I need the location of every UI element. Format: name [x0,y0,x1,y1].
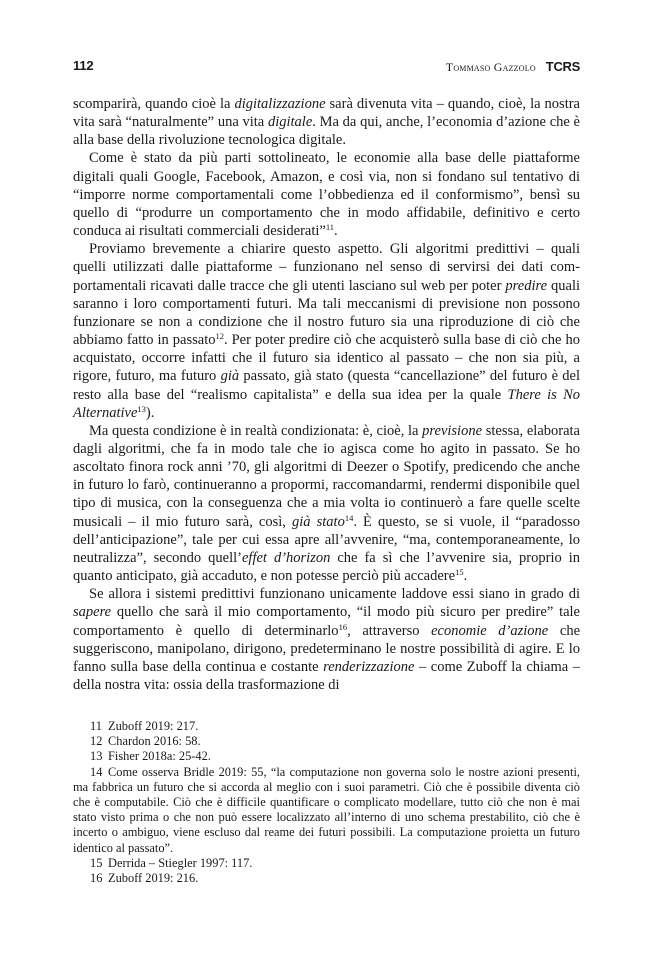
footnote: 11 Zuboff 2019: 217. [90,719,199,733]
footnote: 13 Fisher 2018a: 25-42. [90,749,211,764]
footnote-ref-14[interactable]: 14 [344,512,354,523]
footnote-number: 15 [90,855,103,870]
paragraph-3: Proviamo brevemente a chiarire questo aspetto. Gli algoritmi predittivi – quali quelli utilizzati dalle piattaforme – funzionano nel senso di servirsi dei dati comportamentali ricavati dalle tracce che gli utenti lasciano sul web per poter predire quali saranno i loro comportamenti futuri. Ma tali meccanismi di previsione non possono funzionare se non a condizione che il nostro futuro sia una riproduzione di ciò che abbiamo fatto in passato$^{12}$. Per poter predire ciò che acquisterò sulla base di ciò che ho acquistato, occorre infatti che il futuro sia identico al passato – che non sia più, a rigore, futuro, ma futuro già passato, già stato (questa “cancellazione” del futuro è del resto alla base del “realismo capitalista” e della sua idea per la quale There is No Alternative$^{13}$). [73,241,581,421]
footnote-ref-11[interactable]: 11 [325,222,335,233]
footnote-ref-13[interactable]: 13 [137,403,146,414]
footnote-ref-12[interactable]: 12 [215,331,224,342]
footnote-ref-16[interactable]: 16 [338,621,348,632]
author-name: Tommaso Gazzolo [445,60,536,74]
footnote: 12 Chardon 2016: 58. [90,734,201,749]
footnote-number: 14 [90,764,103,779]
journal-name: TCRS [545,59,580,74]
page-number: 112 [73,58,94,73]
footnote: 16 Zuboff 2019: 216. [90,871,199,886]
footnote-number: 16 [90,871,103,886]
footnote-ref-15[interactable]: 15 [455,567,464,578]
footnote-number: 12 [90,734,103,749]
footnote: 15 Derrida – Stiegler 1997: 117. [90,855,253,870]
paragraph-1: scomparirà, quando cioè la digitalizzazione sarà divenuta vita – quando, cioè, la nostra vita sarà “naturalmente” una vita digitale. Ma da qui, anche, l’economia d’azione che è alla base della rivoluzione tecnologica digitale. [73,96,580,149]
running-head [446,58,580,76]
footnotes [73,719,580,886]
body-text [73,95,580,694]
running-header [73,56,580,76]
paragraph-4: Ma questa condizione è in realtà condizionata: è, cioè, la previsione stessa, elaborata dagli algoritmi, che fa in modo tale che io agisca come ho agito in passato. Se ho ascoltato finora rock anni ’70, gli algoritmi di Deezer o Spotify, predicendo che anche in futuro lo farò, continueranno a propormi, raccomandarmi, rendermi disponibile quel tipo di musica, con la conseguenza che a mia volta io continuerò a fare quelle scelte musicali – il mio futuro sarà, così, già stato$^{14}$. È questo, se si vuole, il “paradosso dell’anticipazione”, tale per cui essa apre all’avvenire, “ma, contemporaneamente, lo neutralizza”, secondo quell’effet d’horizon che fa sì che l’avvenire sia, proprio in quanto anticipato, già accaduto, e non potesse perciò più accadere$^{15}$. [73,422,580,585]
paragraph-5: Se allora i sistemi predittivi funzionano unicamente laddove essi siano in grado di sapere quello che sarà il mio comportamento, “il modo più sicuro per predire” tale comportamento è quello di determinarlo$^{16}$, attraverso economie d’azione che suggeriscono, manipolano, dirigono, predeterminano le nostre possibilità di agire. E lo fanno sulla base della continua e costante renderizzazione – come Zuboff la chiama – della nostra vita: ossia della trasformazione di [73,586,581,693]
paragraph-2: Come è stato da più parti sottolineato, le economie alla base delle piattaforme digitali quali Google, Facebook, Amazon, e così via, non si fondano sul tentativo di “imporre norme comportamentali come l’obbedienza ed il conformismo”, bensì su quello di “produrre un comportamento che in modo affidabile, definitivo e certo conduca ai risultati commerciali desiderati”$^{11}$. [73,150,580,240]
footnote-number: 11 [90,719,102,733]
footnote: 14 Come osserva Bridle 2019: 55, “la computazione non governa solo le nostre azioni presenti, ma fabbrica un futuro che si accorda al meglio con i suoi parametri. Ciò che è possibile diventa ciò che è computabile. Ciò che è difficile quantificare o complicato modellare, tutto ciò che non è mai stato visto prima o che non può essere localizzato all’interno di uno schema prestabilito, ciò che è incerto o ambiguo, viene escluso dal reame dei futuri possibili. La computazione proietta un futuro identico al passato”. [73,764,580,855]
footnote-number: 13 [90,749,103,764]
